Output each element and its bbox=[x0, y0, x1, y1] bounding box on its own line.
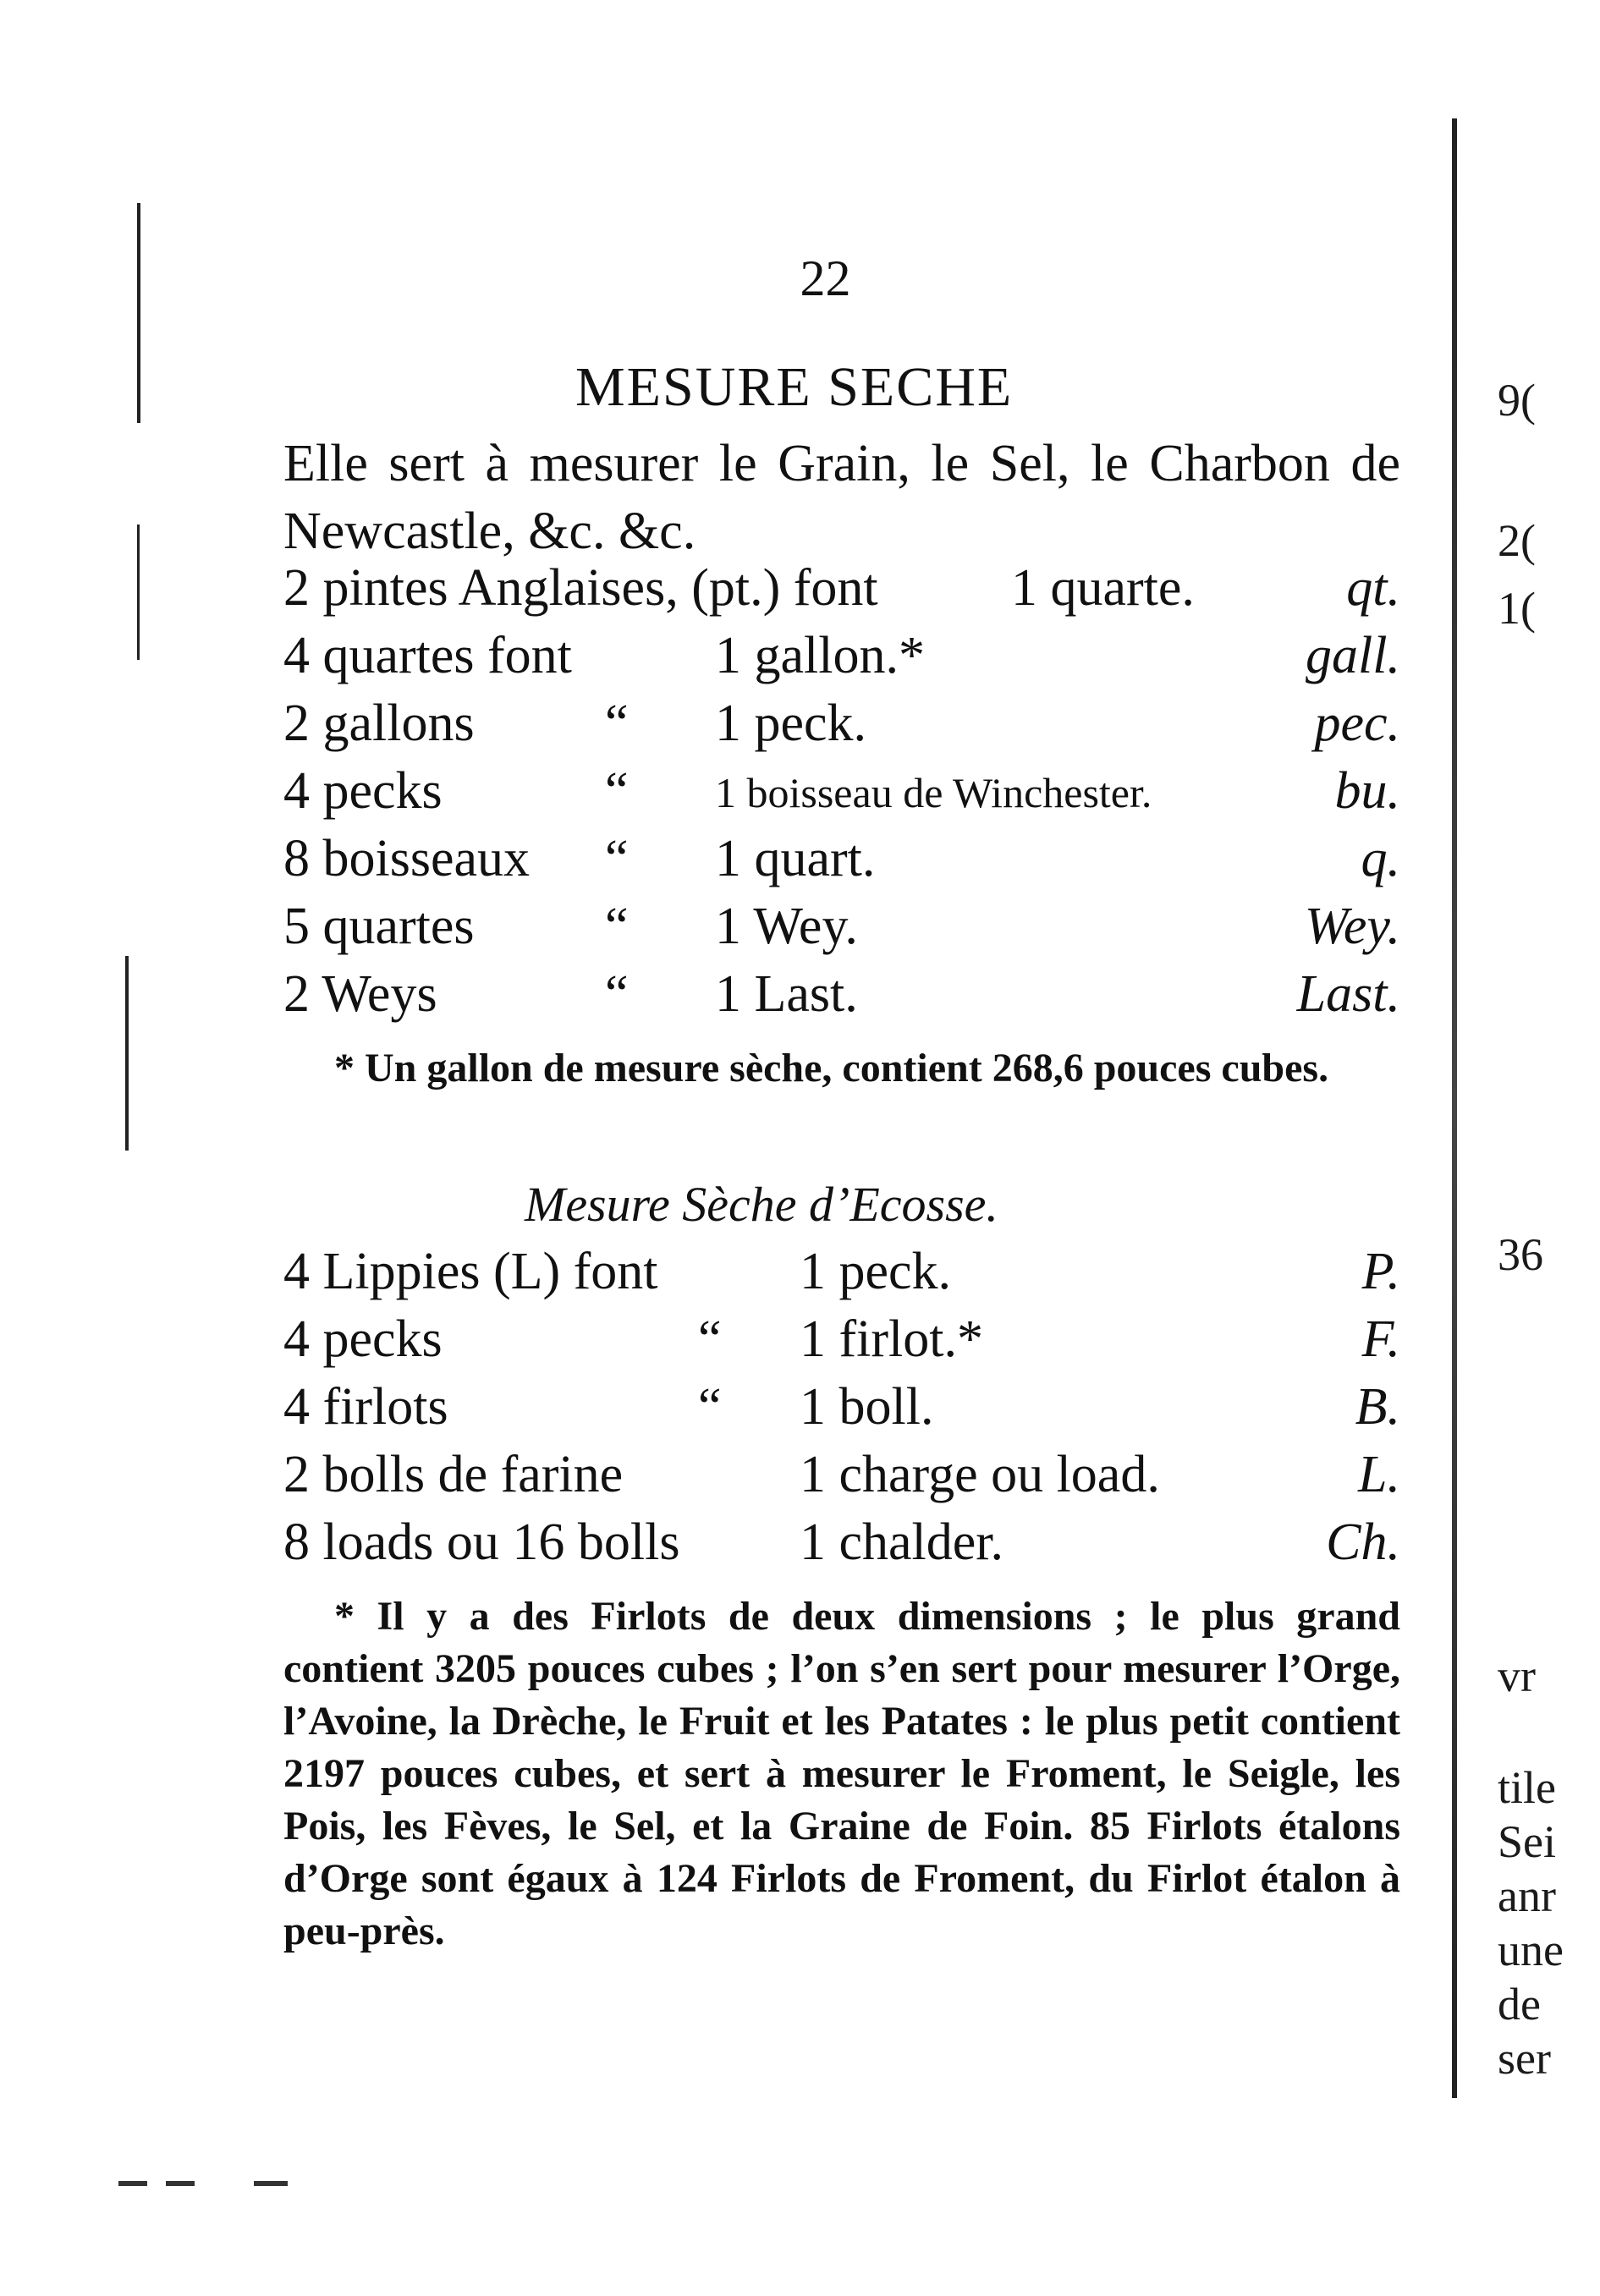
measure-quantity: 4 firlots bbox=[283, 1378, 448, 1436]
neighbor-page-text: 2( bbox=[1498, 515, 1536, 566]
measure-row bbox=[283, 626, 1400, 694]
neighbor-page-text: une bbox=[1498, 1925, 1564, 1975]
margin-mark bbox=[125, 956, 129, 1151]
ditto-mark: “ bbox=[605, 762, 629, 820]
neighbor-page-text: 1( bbox=[1498, 583, 1536, 634]
measure-equivalent: 1 gallon.* bbox=[715, 627, 925, 684]
page-number: 22 bbox=[800, 250, 851, 306]
measure-row bbox=[283, 897, 1400, 964]
measure-row bbox=[283, 1310, 1400, 1377]
footnote-firlot: * Il y a des Firlots de deux dimensions ; le plus grand contient 3205 pouces cubes ; l’on s’en sert pour mesurer l’Orge, l’Avoine, la Drèche, le Fruit et les Patates : le plus petit contient 2197 pouces cubes, et sert à mesurer le Froment, le Seigle, les Pois, les Fèves, le Sel, et la Graine de Foin. 85 Firlots étalons d’Orge sont égaux à 124 Firlots de Froment, du Firlot étalon à peu-près. bbox=[283, 1594, 1400, 1953]
measure-abbreviation: gall. bbox=[1306, 627, 1400, 684]
measure-abbreviation: Last. bbox=[1296, 965, 1400, 1023]
ditto-mark: “ bbox=[605, 695, 629, 752]
measure-equivalent: 1 peck. bbox=[800, 1243, 952, 1300]
measure-quantity: 2 gallons bbox=[283, 695, 475, 752]
measure-abbreviation: L. bbox=[1358, 1446, 1400, 1503]
edge-mark bbox=[118, 2181, 147, 2186]
measure-quantity: 4 pecks bbox=[283, 762, 443, 820]
section-subtitle: Mesure Sèche d’Ecosse. bbox=[525, 1177, 998, 1232]
intro-paragraph: Elle sert à mesurer le Grain, le Sel, le Charbon de Newcastle, &c. &c. bbox=[283, 435, 1400, 560]
footnote-gallon: * Un gallon de mesure sèche, contient 268,6 pouces cubes. bbox=[334, 1046, 1329, 1090]
measure-row bbox=[283, 829, 1400, 897]
measure-quantity: 4 quartes font bbox=[283, 627, 572, 684]
neighbor-page-text: 36 bbox=[1498, 1229, 1543, 1280]
measure-abbreviation: Wey. bbox=[1304, 898, 1400, 955]
measure-equivalent: 1 Wey. bbox=[715, 898, 858, 955]
measure-abbreviation: bu. bbox=[1334, 762, 1400, 820]
measure-row bbox=[283, 1513, 1400, 1580]
measure-abbreviation: P. bbox=[1361, 1243, 1400, 1300]
neighbor-page-text: ser bbox=[1498, 2033, 1551, 2084]
neighbor-page-text: vr bbox=[1498, 1651, 1536, 1701]
measure-equivalent: 1 quart. bbox=[715, 830, 876, 887]
edge-mark bbox=[166, 2181, 195, 2186]
measure-abbreviation: q. bbox=[1361, 830, 1400, 887]
edge-mark bbox=[254, 2181, 288, 2186]
measure-abbreviation: qt. bbox=[1346, 559, 1400, 617]
measure-quantity: 2 bolls de farine bbox=[283, 1446, 624, 1503]
page-gutter bbox=[1452, 118, 1457, 2098]
neighbor-page-text: Sei bbox=[1498, 1816, 1557, 1867]
measure-equivalent: 1 boll. bbox=[800, 1378, 934, 1436]
measure-row bbox=[283, 694, 1400, 761]
measure-row bbox=[283, 964, 1400, 1032]
margin-mark bbox=[137, 203, 140, 423]
ditto-mark: “ bbox=[605, 830, 629, 887]
measure-abbreviation: B. bbox=[1355, 1378, 1400, 1436]
measure-quantity: 2 pintes Anglaises, (pt.) font bbox=[283, 559, 878, 617]
measure-row bbox=[283, 1445, 1400, 1513]
measure-equivalent: 1 peck. bbox=[715, 695, 867, 752]
ditto-mark: “ bbox=[698, 1378, 722, 1436]
measure-row bbox=[283, 1377, 1400, 1445]
ditto-mark: “ bbox=[605, 898, 629, 955]
measure-abbreviation: Ch. bbox=[1326, 1513, 1400, 1571]
measure-row bbox=[283, 1242, 1400, 1310]
measure-abbreviation: pec. bbox=[1314, 695, 1400, 752]
measure-row bbox=[283, 761, 1400, 829]
measure-equivalent: 1 firlot.* bbox=[800, 1310, 983, 1368]
neighbor-page-text: anr bbox=[1498, 1870, 1556, 1921]
measure-equivalent: 1 chalder. bbox=[800, 1513, 1004, 1571]
measure-quantity: 8 loads ou 16 bolls bbox=[283, 1513, 680, 1571]
measure-equivalent: 1 charge ou load. bbox=[800, 1446, 1160, 1503]
measure-quantity: 2 Weys bbox=[283, 965, 437, 1023]
neighbor-page-text: tile bbox=[1498, 1762, 1556, 1813]
neighbor-page-text: 9( bbox=[1498, 375, 1536, 426]
measure-abbreviation: F. bbox=[1361, 1310, 1400, 1368]
measure-quantity: 4 pecks bbox=[283, 1310, 443, 1368]
measure-quantity: 8 boisseaux bbox=[283, 830, 531, 887]
measure-quantity: 4 Lippies (L) font bbox=[283, 1243, 658, 1300]
measure-equivalent: 1 Last. bbox=[715, 965, 858, 1023]
measure-quantity: 5 quartes bbox=[283, 898, 475, 955]
measure-equivalent: 1 boisseau de Winchester. bbox=[715, 769, 1152, 816]
ditto-mark: “ bbox=[605, 965, 629, 1023]
page-title: MESURE SECHE bbox=[575, 356, 1014, 418]
measure-row bbox=[283, 558, 1400, 626]
margin-mark bbox=[137, 525, 140, 660]
ditto-mark: “ bbox=[698, 1310, 722, 1368]
neighbor-page-text: de bbox=[1498, 1979, 1541, 2030]
measure-equivalent: 1 quarte. bbox=[1011, 559, 1195, 617]
